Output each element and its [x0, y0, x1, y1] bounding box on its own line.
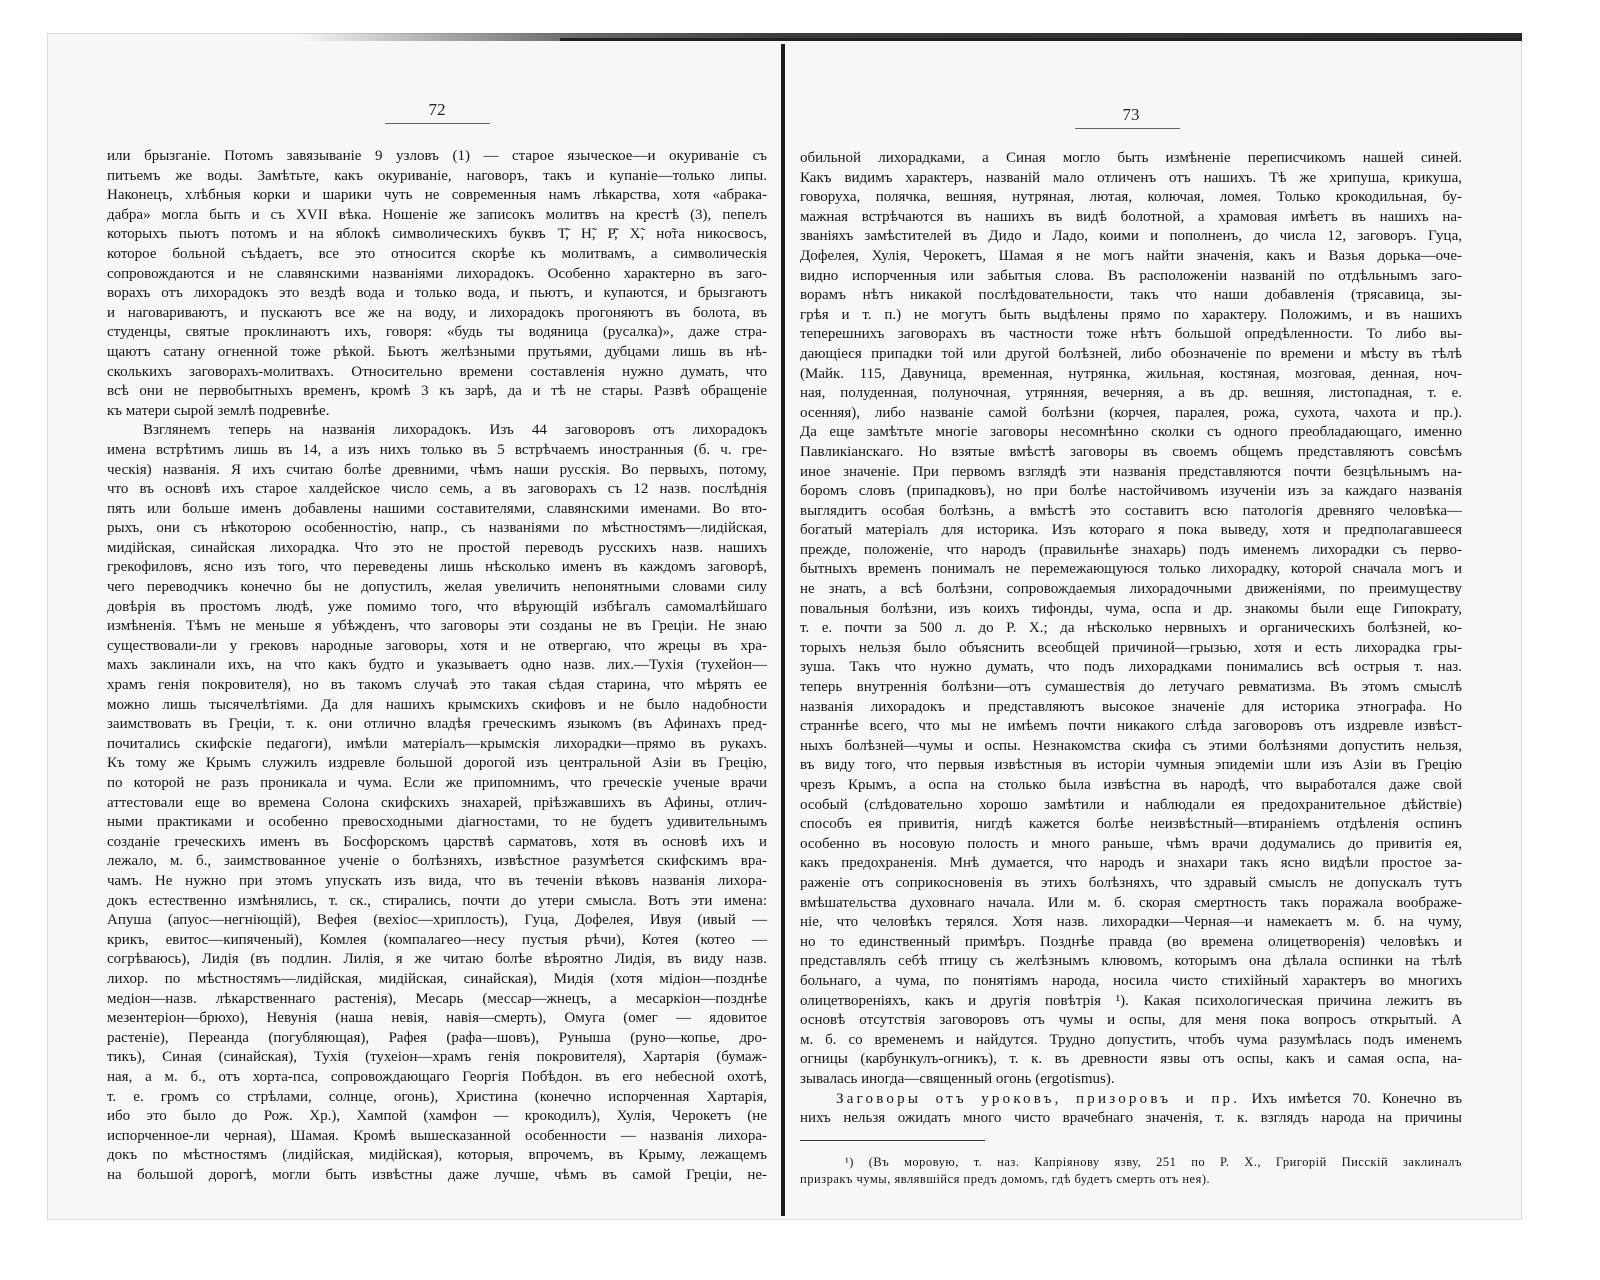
text-line: питьемъ же воды. Замѣтьте, какъ окуриваніе, наговоръ, такъ и купаніе—только липы. — [107, 167, 767, 184]
text-line: олицетвореніяхъ, какъ и другія повѣтрія ¹). Какая психологическая причина лежитъ въ — [800, 992, 1462, 1009]
text-line: Къ тому же Крымъ служилъ издревле большой дорогой изъ центральной Азіи въ Грецію, — [107, 755, 767, 772]
text-line: основѣ отсутствія заговоровъ отъ чумы и оспы, для меня пока вопросъ открытый. А — [800, 1012, 1462, 1029]
text-line: что въ основѣ ихъ старое халдейское число семь, а въ заговорахъ съ 12 назв. послѣднія — [107, 481, 767, 498]
text-line: ныхъ болѣзней—чумы и оспы. Незнакомства скифа съ этими болѣзнями допустить нельзя, — [800, 737, 1462, 754]
text-line: названія лихорадокъ и представляютъ высокое значеніе для историка этнографа. Но — [800, 698, 1462, 715]
text-line: чего переводчикъ конечно бы не допустилъ, желая увеличить непонятными словами силу — [107, 579, 767, 596]
text-line: можно лишь тысячелѣтіями. Да для нашихъ крымскихъ скифовъ и не было надобности — [107, 696, 767, 713]
text-line: или брызганіе. Потомъ завязываніе 9 узловъ (1) — старое языческое—и окуриваніе съ — [107, 148, 767, 164]
text-line: повальныя болѣзни, изъ коихъ тифонды, чума, оспа и др. знакомы были еще Гипократу, — [800, 600, 1462, 617]
footnote-line: ¹) (Въ моровую, т. наз. Капріянову язву, 251 по Р. Х., Григорій Писскій заклиналъ — [845, 1155, 1462, 1169]
text-line: которое больной съѣдаетъ, все это относится скорѣе къ молитвамъ, а символическія — [107, 245, 767, 262]
text-line: имена встрѣтимъ лишь въ 14, а изъ нихъ только въ 5 встрѣчаемъ иностранныя (б. ч. гре- — [107, 441, 767, 458]
text-line: лежало, м. б., заимствованное ученіе о болѣзняхъ, извѣстное разумѣется скифскимъ вра- — [107, 853, 767, 870]
text-line: по которой не разъ проникала и чума. Если же припомнимъ, что греческіе ученые врачи — [107, 775, 767, 791]
text-line: но то единственный примѣръ. Позднѣе правда (во времена олицетворенія) человѣкъ и — [800, 933, 1462, 950]
text-line: Да еще замѣтьте многіе заговоры несомнѣнно сколки съ одного преобладающаго, именно — [800, 424, 1462, 441]
text-line: сколькихъ заговорахъ-молитвахъ. Относительно времени составленія нужно думать, что — [107, 363, 767, 380]
page-number-rule-left — [385, 123, 490, 124]
text-line: медіон—назв. лѣкарственнаго растенія), Месарь (мессар—жнецъ, а месаркіон—позднѣе — [107, 990, 767, 1007]
text-line: м. б. со временемъ и найдутся. Трудно допустить, чтобъ чума разумѣлась подъ именемъ — [800, 1031, 1462, 1048]
text-line: всѣ они не первобытныхъ временъ, кромѣ 3 къ зарѣ, да и тѣ не стары. Развѣ обращеніе — [107, 383, 767, 400]
text-line: измѣненія. Тѣмъ не меньше я убѣжденъ, что заговоры эти созданы не въ Греціи. Не знаю — [107, 618, 767, 635]
text-line: ная, полуденная, полуночная, утрянняя, вечерняя, а въ др. вешняя, листопадная, т. е. — [800, 385, 1462, 402]
text-line: представлялъ себѣ птицу съ желѣзнымъ клювомъ, которымъ она дѣлала оспинки на тѣлѣ — [800, 953, 1462, 970]
text-line: боромъ словъ (припадковъ), но при болѣе настойчивомъ изученіи изъ за каждаго названія — [800, 483, 1462, 500]
text-line: не знать, а всѣ болѣзни, сопровождаемыя лихорадочными движеніями, по преимуществу — [800, 581, 1462, 598]
text-line: нихъ нельзя ожидать много чисто врачебнаго значенія, т. к. взглядъ народа на причины — [800, 1110, 1462, 1127]
text-line: рыхъ, они съ нѣкоторою особенностію, напр., съ названіями по мѣстностямъ—лидійская, — [107, 520, 767, 537]
text-line: грекофиловъ, ясно изъ того, что переведены лишь нѣсколько именъ въ каждомъ заговорѣ, — [107, 559, 767, 576]
page-number-left: 72 — [428, 100, 446, 119]
text-line: зуша. Такъ что нужно думать, что подъ лихорадками понимались всѣ острыя т. наз. — [800, 659, 1462, 676]
text-line: ческія) названія. Я ихъ считаю болѣе древними, чѣмъ наши русскія. Во первыхъ, потому, — [107, 461, 767, 478]
text-line: страннѣе всего, что мы не имѣемъ почти никакого слѣда заговоровъ отъ издревле извѣст- — [800, 718, 1462, 735]
text-line: т. е. громъ со стрѣлами, солнце, огонь), Христина (конечно испорченная Хартарія, — [107, 1088, 767, 1105]
text-line: къ матери сырой землѣ подревнѣе. — [107, 402, 330, 419]
text-line: лихор. по мѣстностямъ—лидійская, мидійская, синайская), Мидія (хотя мідіон—позднѣе — [107, 970, 767, 987]
text-line: Дофелея, Хулія, Черокетъ, Шамая я не могъ найти значенія, какъ и Вазья дорька—оче- — [800, 247, 1462, 264]
text-line: существовали-ли у грековъ народные заговоры, хотя и не отвергаю, что жрецы въ хра- — [107, 637, 767, 654]
text-line: Какъ видимъ характеръ, названій мало отличенъ отъ нашихъ. Тѣ же хрипуша, крикуша, — [800, 169, 1462, 186]
text-line: званіяхъ замѣстителей въ Дидо и Ладо, коими и пополненъ, до числа 12, заговоръ. Гуца, — [800, 228, 1462, 245]
text-line: дающіеся припадки той или другой болѣзней, либо обозначеніе по времени и мѣсту въ тѣлѣ — [800, 345, 1462, 362]
text-line: мидійская, синайская лихорадка. Что это не простой переводъ русскихъ назв. нашихъ — [107, 539, 767, 556]
text-line: студенцы, святые проклинаютъ ихъ, говоря: «будь ты водяница (русалка)», даже стра- — [107, 324, 767, 341]
text-line: чамъ. Не нужно при этомъ упускать изъ вида, что въ теченіи вѣковъ названія лихора- — [107, 872, 767, 889]
text-line: обильной лихорадками, а Синая могло быть измѣненіе переписчикомъ нашей синей. — [800, 150, 1462, 166]
text-line: докъ естественно измѣнялись, т. ск., стирались, почти до утери смысла. Вотъ эти имена: — [107, 892, 767, 909]
text-line: особый (слѣдовательно хорошо замѣтили и наблюдали ея предохранительное дѣйствіе) — [800, 796, 1462, 813]
left-page-text — [107, 147, 767, 1185]
text-line: (Майк. 115, Давуница, временная, нутрянка, жильная, костяная, мозговая, денная, ноч- — [800, 365, 1462, 382]
text-line: способъ ея привитія, нигдѣ кажется болѣе неизвѣстный—втираніемъ отдѣленія оспинъ — [800, 816, 1462, 833]
text-line: теперешнихъ заговорахъ въ частности тоже нѣтъ большой опредѣленности. То либо вы- — [800, 326, 1462, 343]
text-line: испорченное-ли черная), Шамая. Кромѣ вышесказанной особенности — названія лихора- — [107, 1127, 767, 1144]
text-line: ворахъ отъ лихорадокъ это вездѣ вода и только вода, и пьютъ, и купаются, и брызгаютъ — [107, 285, 767, 302]
text-line: Апуша (апуос—негніющій), Вефея (вехіос—хриплость), Гуца, Дофелея, Ивуя (ивый — — [107, 912, 767, 929]
section-heading: Заговоры отъ уроковъ, призоровъ и пр. — [836, 1090, 1241, 1107]
text-line: созданіе греческихъ именъ въ Босфорскомъ царствѣ сарматовъ, хотя въ основѣ ихъ и — [107, 833, 767, 850]
text-line: дабра» могла быть и съ XVII вѣка. Ношеніе же записокъ молитвъ на крестѣ (3), пепелъ — [107, 206, 767, 223]
text-line: и наговариваютъ, и пускаютъ все же на воду, и лихорадокъ прогоняютъ въ болота, въ — [107, 304, 767, 321]
text-line: на большой дорогѣ, могли быть извѣстны даже лучше, чѣмъ въ самой Греціи, не- — [107, 1166, 767, 1183]
scan-edge-line — [560, 38, 1522, 41]
text-line: довѣрія въ простомъ людѣ, уже помимо того, что вѣрующій избѣгалъ самомалѣйшаго — [107, 598, 767, 615]
text-line: мезентеріон—брюхо), Невунія (наша невія, навія—смерть), Омуга (омег — ядовитое — [107, 1010, 767, 1027]
text-line: Наконецъ, хлѣбныя корки и шарики чуть не современныя намъ лѣкарства, хотя «абрака- — [107, 187, 767, 204]
text-line: въ виду того, что первыя извѣстныя въ исторіи чумныя эпидеміи шли изъ Азіи въ Грецію — [800, 757, 1462, 774]
text-line: согрѣваюсь), Лидія (въ подлин. Лилія, я же читаю болѣе вѣроятно Лидія, въ виду назв. — [107, 951, 767, 968]
text-line: храмъ генія покровителя), но въ такомъ случаѣ это такая сѣдая старина, что мѣрять ее — [107, 677, 767, 694]
text-line: огницы (карбункулъ-огникъ), т. к. въ древности язвы отъ оспы, какъ и самая оспа, на- — [800, 1051, 1462, 1068]
text-line-rest: Ихъ имѣется 70. Конечно въ — [1251, 1090, 1463, 1107]
text-line: почитались скифскіе педагоги), имѣли матеріалъ—крымскія лихорадки—прямо въ рукахъ. — [107, 735, 767, 752]
text-line: сопровождаются и не славянскими названіями лихорадокъ. Особенно характерно въ заго- — [107, 265, 767, 282]
text-line: вмѣшательства духовнаго начала. Или м. б. скорая смертность такъ поражала воображе- — [800, 894, 1462, 911]
page-number-rule-right — [1075, 128, 1180, 129]
text-line: иное значеніе. При первомъ взглядѣ эти названія представляются почти безцѣльнымъ на- — [800, 463, 1462, 480]
text-line: Павликіанскаго. Но взятые вмѣстѣ заговоры въ своемъ общемъ представляютъ совсѣмъ — [800, 443, 1462, 460]
text-line: махъ заклинали ихъ, на что какъ будто и указываетъ одно назв. лих.—Тухія (тухейон— — [107, 657, 767, 674]
text-line: выглядитъ особая болѣзнь, а вмѣстѣ это составитъ всю патологія древняго человѣка— — [800, 502, 1462, 519]
text-line: чрезъ Крымъ, а оспа на столько была извѣстна въ народѣ, что выработался даже свой — [800, 777, 1462, 793]
text-line: бытныхъ временъ понималъ не перемежающуюся только лихорадку, которой сначала могъ и — [800, 561, 1462, 578]
text-line: торыхъ нельзя было объяснить всеобщей причиной—грызью, хотя и есть лихорадка гры- — [800, 639, 1462, 656]
text-line: раженіе отъ соприкосновенія въ этихъ болѣзняхъ, что здравый смыслъ не допускалъ тутъ — [800, 874, 1462, 891]
text-line: зывалась иногда—священный огонь (ergotismus). — [800, 1070, 1115, 1087]
text-line: ніе, что человѣкъ терялся. Хотя назв. лихорадки—Черная—и намекаетъ м. б. на чуму, — [800, 914, 1462, 931]
text-line: какъ предохраненія. Мнѣ думается, что народъ и знахари такъ ясно видѣли простое за- — [800, 855, 1462, 872]
text-line: растеніе), Переанда (погубляющая), Рафея (рафа—шовъ), Руныша (руно—копье, дро- — [107, 1029, 767, 1046]
text-line: ными практиками и особенно превосходными діагностами, то не будетъ удивительнымъ — [107, 814, 767, 831]
text-line: ная, а м. б., отъ хорта-пса, сопровождающаго Георгія Побѣдон. въ его небесной охотѣ, — [107, 1068, 767, 1085]
right-page-text — [800, 149, 1462, 1129]
text-line: говоруха, полячка, вешняя, нутряная, лютая, колючая, ломея. Только крокодильная, бу- — [800, 189, 1462, 206]
text-line: тикъ), Синая (синайская), Тухія (тухеіон—храмъ генія покровителя), Хартарія (бумаж- — [107, 1049, 767, 1066]
text-line: мажная встрѣчаются въ нашихъ въ видѣ болотной, а храмовая имѣетъ въ нашихъ на- — [800, 208, 1462, 225]
text-line: Взглянемъ теперь на названія лихорадокъ. Изъ 44 заговоровъ отъ лихорадокъ — [143, 422, 767, 439]
footnote-rule — [800, 1140, 985, 1141]
text-line: больнаго, а чума, по понятіямъ народа, носила чисто стихійный характеръ во многихъ — [800, 972, 1462, 989]
text-line: которыхъ пьютъ потомъ и на яблокѣ символическихъ буквъ Т̃, Н̃, Р̃, Х̃, но̃та никосвосъ, — [107, 226, 767, 243]
text-line: ибо это было до Рож. Хр.), Хампой (хамфон — крокодилъ), Хулія, Черокетъ (не — [107, 1108, 767, 1125]
text-line — [800, 1090, 1462, 1110]
text-line: особенно въ носовую полость и много раньше, чѣмъ врачи додумались до привитія ея, — [800, 835, 1462, 852]
text-line: аттестовали еще во времена Солона скифскихъ знахарей, пріѣзжавшихъ въ Афины, отлич- — [107, 794, 767, 811]
book-gutter — [781, 44, 785, 1216]
text-line: богатый матеріалъ для историка. Изъ котораго я пока выведу, хотя и предполагавшееся — [800, 522, 1462, 539]
text-line: прежде, положеніе, что народъ (правильнѣе знахарь) подъ именемъ лихорадки съ перво- — [800, 541, 1462, 558]
footnote — [800, 1154, 1462, 1188]
text-line: пять или больше именъ добавлены нашими составителями, славянскими именами. Во вто- — [107, 500, 767, 517]
text-line: крикъ, евитос—кипяченый), Комлея (компалагео—несу пустыя рѣчи), Котея (котео — — [107, 931, 767, 948]
text-line: заимствовать въ Греціи, т. к. они отлично владѣя греческимъ языкомъ (въ Афинахъ пред- — [107, 716, 767, 733]
text-line: щаютъ сатану огненной тоже рѣкой. Бьютъ желѣзными прутьями, дубцами лишь въ нѣ- — [107, 343, 767, 360]
text-line: видно испорченныя или забытыя слова. Въ расположеніи названій по отдѣльнымъ заго- — [800, 267, 1462, 284]
text-line: ворамъ нѣтъ никакой послѣдовательности, такъ что наши добавленія (трясавица, зы- — [800, 287, 1462, 304]
text-line: докъ по мѣстностямъ (лидійская, мидійская), которыя, впрочемъ, въ Крыму, лежащемъ — [107, 1147, 767, 1164]
text-line: осенняя), либо названіе самой болѣзни (корчея, паралея, рожа, сухота, чахота и пр.). — [800, 404, 1462, 421]
text-line: т. е. почти за 500 л. до Р. Х.; да нѣсколько нервныхъ и органическихъ болѣзней, ко- — [800, 620, 1462, 637]
footnote-line: призракъ чумы, являвшійся предъ домомъ, гдѣ будетъ смерть отъ нея). — [800, 1172, 1211, 1186]
page-number-right: 73 — [1122, 105, 1140, 124]
text-line: грѣя и т. п.) не могутъ быть выдѣлены прямо по характеру. Положимъ, и въ нашихъ — [800, 306, 1462, 323]
text-line: теперь внутреннія болѣзни—отъ сумашествія до летучаго ревматизма. Въ этомъ смыслѣ — [800, 679, 1462, 696]
